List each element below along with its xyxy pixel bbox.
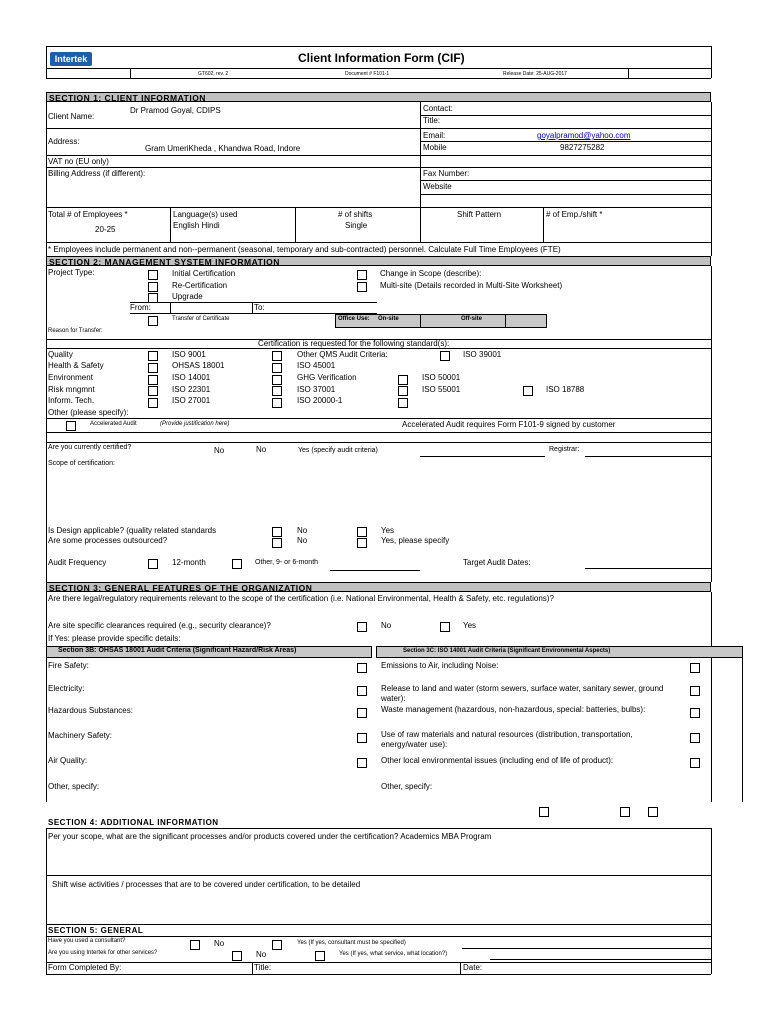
twelve-month-checkbox[interactable]	[148, 559, 158, 569]
iso27001-checkbox[interactable]	[148, 398, 158, 408]
consultant-no-label: No	[214, 939, 225, 948]
ghg-label: GHG Verification	[297, 373, 357, 382]
outsourced-yes-checkbox[interactable]	[357, 538, 367, 548]
iso9001-label: ISO 9001	[172, 350, 206, 359]
to-label: To:	[254, 303, 265, 312]
intertek-logo: Intertek	[50, 52, 92, 66]
hazardous-label: Hazardous Substances:	[48, 706, 133, 715]
address-label: Address:	[48, 137, 80, 146]
accelerated-form-note: Accelerated Audit requires Form F101-9 signed by customer	[402, 420, 616, 429]
accelerated-note: (Provide justification here)	[160, 421, 230, 427]
iso14001-label: ISO 14001	[172, 373, 211, 382]
completed-date-label: Date:	[463, 963, 483, 972]
language-label: Language(s) used	[173, 210, 238, 219]
reason-transfer-label: Reason for Transfer:	[48, 328, 103, 334]
design-yes-label: Yes	[381, 526, 395, 535]
iso50001-checkbox[interactable]	[398, 375, 408, 385]
other-services-question: Are you using Intertek for other services?	[48, 950, 158, 956]
machinery-checkbox[interactable]	[357, 733, 367, 743]
consultant-no-checkbox[interactable]	[190, 940, 200, 950]
website-label: Website	[423, 182, 452, 191]
iso37001-label: ISO 37001	[297, 385, 336, 394]
section-4-header: SECTION 4: ADDITIONAL INFORMATION	[48, 818, 219, 827]
ohsas-checkbox[interactable]	[148, 363, 158, 373]
recert-checkbox[interactable]	[148, 282, 158, 292]
extra-checkbox-2[interactable]	[620, 807, 630, 817]
cert-requested-label: Certification is requested for the following standard(s):	[258, 339, 450, 348]
iso39001-checkbox[interactable]	[440, 351, 450, 361]
section-3b-header: Section 3B: OHSAS 18001 Audit Criteria (Significant Hazard/Risk Areas)	[58, 647, 297, 654]
shift-wise-label: Shift wise activities / processes that are to be covered under certification, to be detailed	[52, 880, 361, 889]
client-name-value[interactable]: Dr Pramod Goyal, CDIPS	[130, 106, 221, 115]
mobile-label: Mobile	[423, 143, 447, 152]
release-date: Release Date: 25-AUG-2017	[503, 71, 567, 77]
services-yes-checkbox[interactable]	[315, 951, 325, 961]
extra-checkbox-1[interactable]	[539, 807, 549, 817]
ohsas-label: OHSAS 18001	[172, 361, 225, 370]
iso37001-checkbox[interactable]	[272, 386, 282, 396]
from-label: From:	[130, 303, 151, 312]
transfer-label: Transfer of Certificate	[172, 316, 230, 322]
services-no-checkbox[interactable]	[232, 951, 242, 961]
completed-by-label: Form Completed By:	[48, 963, 122, 972]
other-frequency-checkbox[interactable]	[232, 559, 242, 569]
design-yes-checkbox[interactable]	[357, 527, 367, 537]
iso27001-label: ISO 27001	[172, 396, 211, 405]
yes-specify-label: Yes (specify audit criteria)	[298, 447, 378, 454]
consultant-yes-label: Yes (If yes, consultant must be specified)	[297, 940, 406, 946]
services-yes-label: Yes (If yes, what service, what location?)	[339, 951, 448, 957]
audit-frequency-label: Audit Frequency	[48, 558, 107, 567]
infotech-label: Inform. Tech.	[48, 396, 95, 405]
initial-cert-checkbox[interactable]	[148, 270, 158, 280]
clearance-no-checkbox[interactable]	[357, 622, 367, 632]
iso14001-checkbox[interactable]	[148, 375, 158, 385]
raw-materials-checkbox[interactable]	[690, 733, 700, 743]
quality-label: Quality	[48, 350, 73, 359]
risk-label: Risk mngmnt	[48, 385, 95, 394]
emissions-checkbox[interactable]	[690, 663, 700, 673]
project-type-label: Project Type:	[48, 268, 95, 277]
upgrade-label: Upgrade	[172, 292, 203, 301]
clearance-yes-checkbox[interactable]	[440, 622, 450, 632]
employees-value[interactable]: 20-25	[95, 225, 116, 234]
machinery-label: Machinery Safety:	[48, 731, 113, 740]
mobile-value[interactable]: 9827275282	[560, 143, 605, 152]
iso39001-label: ISO 39001	[463, 350, 502, 359]
iso50001-label: ISO 50001	[422, 373, 461, 382]
email-link[interactable]: goyalpramod@yahoo.com	[537, 131, 631, 140]
iso45001-checkbox[interactable]	[272, 363, 282, 373]
emp-shift-label: # of Emp./shift *	[546, 210, 603, 219]
outsourced-no-checkbox[interactable]	[272, 538, 282, 548]
fire-safety-checkbox[interactable]	[357, 663, 367, 673]
accelerated-label: Accelerated Audit	[90, 421, 137, 427]
waste-checkbox[interactable]	[690, 708, 700, 718]
iso18788-label: ISO 18788	[546, 385, 585, 394]
iso45001-label: ISO 45001	[297, 361, 336, 370]
consultant-yes-checkbox[interactable]	[272, 940, 282, 950]
address-value[interactable]: Gram UmeriKheda , Khandwa Road, Indore	[145, 144, 301, 153]
iso9001-checkbox[interactable]	[148, 351, 158, 361]
extra-standard-checkbox[interactable]	[398, 398, 408, 408]
section-3-header: SECTION 3: GENERAL FEATURES OF THE ORGANIZATION	[46, 582, 711, 592]
fax-label: Fax Number:	[423, 169, 470, 178]
twelve-month-label: 12-month	[172, 558, 206, 567]
iso22301-checkbox[interactable]	[148, 386, 158, 396]
iso22301-label: ISO 22301	[172, 385, 211, 394]
transfer-checkbox[interactable]	[148, 316, 158, 326]
other-3b-label: Other, specify:	[48, 782, 100, 791]
waste-label: Waste management (hazardous, non-hazardous, special: batteries, bulbs):	[381, 705, 646, 714]
scope-label: Scope of certification:	[48, 460, 115, 467]
vat-label: VAT no (EU only)	[48, 157, 109, 166]
if-yes-details: If Yes: please provide specific details:	[48, 634, 181, 643]
outsourced-label: Are some processes outsourced?	[48, 536, 168, 545]
legal-question: Are there legal/regulatory requirements relevant to the scope of the certification (i.e. National Environmental, Health & Safety, etc. regulations)?	[48, 594, 554, 603]
certified-no-1: No	[214, 446, 225, 455]
other-frequency-label: Other, 9- or 6-month	[255, 559, 319, 566]
environment-label: Environment	[48, 373, 93, 382]
iso20000-label: ISO 20000-1	[297, 396, 343, 405]
ghg-checkbox[interactable]	[272, 375, 282, 385]
billing-label: Billing Address (if different):	[48, 169, 146, 178]
client-name-label: Client Name:	[48, 112, 95, 121]
shifts-value[interactable]: Single	[345, 221, 368, 230]
other-specify-label: Other (please specify):	[48, 408, 129, 417]
multisite-label: Multi-site (Details recorded in Multi-Site Worksheet)	[380, 281, 563, 290]
clearance-yes-label: Yes	[463, 621, 477, 630]
employees-label: Total # of Employees *	[48, 210, 128, 219]
email-label: Email:	[423, 131, 446, 140]
design-no-checkbox[interactable]	[272, 527, 282, 537]
multisite-checkbox[interactable]	[357, 282, 367, 292]
office-use-label: Office Use:	[338, 316, 370, 322]
currently-certified-label: Are you currently certified?	[48, 444, 132, 451]
other-qms-label: Other QMS Audit Criteria:	[297, 350, 388, 359]
language-value[interactable]: English Hindi	[173, 221, 220, 230]
outsourced-yes-label: Yes, please specify	[381, 536, 450, 545]
other-local-label: Other local environmental issues (including end of life of product):	[381, 756, 614, 765]
form-code: GT602, rev. 2	[198, 71, 229, 77]
clearance-no-label: No	[381, 621, 392, 630]
extra-checkbox-3[interactable]	[648, 807, 658, 817]
accelerated-checkbox[interactable]	[66, 421, 76, 431]
release-checkbox[interactable]	[690, 686, 700, 696]
design-label: Is Design applicable? (quality related standards	[48, 526, 217, 535]
clearance-question: Are site specific clearances required (e.g., security clearance)?	[48, 621, 271, 630]
emissions-label: Emissions to Air, including Noise:	[381, 661, 499, 670]
other-local-checkbox[interactable]	[690, 758, 700, 768]
section-2-header: SECTION 2: MANAGEMENT SYSTEM INFORMATION	[46, 256, 711, 266]
iso55001-label: ISO 55001	[422, 385, 461, 394]
health-safety-label: Health & Safety	[48, 361, 104, 370]
release-label: Release to land and water (storm sewers, surface water, sanitary sewer, ground water):	[381, 684, 664, 703]
certified-no-2: No	[256, 445, 267, 454]
consultant-question: Have you used a consultant?	[48, 938, 126, 944]
change-scope-label: Change in Scope (describe):	[380, 269, 482, 278]
recert-label: Re-Certification	[172, 281, 228, 290]
contact-label: Contact:	[423, 104, 453, 113]
other-3c-label: Other, specify:	[381, 782, 433, 791]
electricity-checkbox[interactable]	[357, 686, 367, 696]
title-label: Title:	[423, 116, 441, 125]
shift-pattern-label: Shift Pattern	[457, 210, 502, 219]
form-title: Client Information Form (CIF)	[298, 51, 465, 65]
change-scope-checkbox[interactable]	[357, 270, 367, 280]
section-5-header: SECTION 5: GENERAL	[48, 926, 144, 935]
document-number: Document # F101-1	[345, 71, 390, 77]
offsite-label: Off-site	[461, 316, 482, 322]
scope-question: Per your scope, what are the significant processes and/or products covered under the certification? Academics MBA Program	[48, 832, 492, 841]
hazardous-checkbox[interactable]	[357, 708, 367, 718]
completed-title-label: Title:	[254, 963, 272, 972]
shifts-label: # of shifts	[338, 210, 373, 219]
target-dates-label: Target Audit Dates:	[463, 558, 531, 567]
section-3c-header: Section 3C: ISO 14001 Audit Criteria (Significant Environmental Aspects)	[403, 648, 611, 654]
services-no-label: No	[256, 950, 267, 959]
design-no-label: No	[297, 526, 308, 535]
onsite-label: On-site	[378, 316, 399, 322]
iso18788-checkbox[interactable]	[523, 386, 533, 396]
employees-footnote: * Employees include permanent and non--permanent (seasonal, temporary and sub-contracted) personnel. Calculate Full Time Employees (FTE)	[48, 245, 561, 254]
electricity-label: Electricity:	[48, 684, 85, 693]
section-1-header: SECTION 1: CLIENT INFORMATION	[46, 92, 711, 102]
iso20000-checkbox[interactable]	[272, 398, 282, 408]
registrar-label: Registrar:	[549, 446, 580, 453]
outsourced-no-label: No	[297, 536, 308, 545]
raw-materials-label: Use of raw materials and natural resources (distribution, transportation, energy/water use):	[381, 730, 633, 749]
air-quality-checkbox[interactable]	[357, 758, 367, 768]
air-quality-label: Air Quality:	[48, 756, 88, 765]
iso55001-checkbox[interactable]	[398, 386, 408, 396]
initial-cert-label: Initial Certification	[172, 269, 236, 278]
other-qms-checkbox[interactable]	[272, 351, 282, 361]
fire-safety-label: Fire Safety:	[48, 661, 89, 670]
